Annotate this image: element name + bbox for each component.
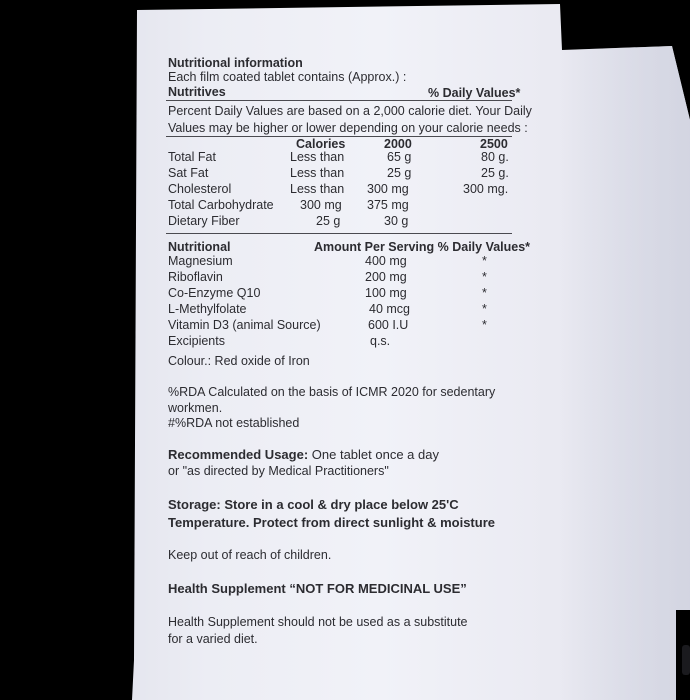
nutrient-name: Riboflavin bbox=[168, 270, 223, 284]
colour-note: Colour.: Red oxide of Iron bbox=[168, 354, 310, 368]
divider bbox=[166, 100, 512, 101]
nutrient-amount: 100 mg bbox=[365, 286, 407, 300]
rda-line3: #%RDA not established bbox=[168, 416, 300, 430]
nutritives-header: Nutritives bbox=[168, 85, 226, 99]
cal-row-calories: 25 g bbox=[316, 214, 341, 228]
nutrient-amount: 200 mg bbox=[365, 270, 407, 284]
title: Nutritional information bbox=[168, 56, 303, 70]
rda-line1: %RDA Calculated on the basis of ICMR 2020 for sedentary bbox=[168, 385, 496, 399]
substitute-line1: Health Supplement should not be used as a substitute bbox=[168, 615, 468, 629]
divider bbox=[166, 233, 512, 234]
cal-row-calories: Less than bbox=[290, 166, 345, 180]
nutrient-dv: * bbox=[482, 302, 487, 316]
usage-label: Recommended Usage: bbox=[168, 447, 309, 462]
cal-header-2000: 2000 bbox=[384, 137, 412, 151]
storage-line2: Temperature. Protect from direct sunlight & moisture bbox=[168, 515, 495, 530]
nutrient-amount: q.s. bbox=[370, 334, 391, 348]
nutrient-amount: 600 I.U bbox=[368, 318, 409, 332]
nutrition-header-amount: Amount Per Serving % Daily Values* bbox=[314, 240, 531, 254]
cal-row-2000: 300 mg bbox=[367, 182, 409, 196]
nutrient-name: Magnesium bbox=[168, 254, 233, 268]
rda-line2: workmen. bbox=[168, 401, 223, 415]
storage-line1: Storage: Store in a cool & dry place below 25'C bbox=[168, 497, 459, 512]
recommended-usage bbox=[168, 447, 439, 462]
subtitle: Each film coated tablet contains (Approx.) : bbox=[168, 70, 407, 84]
cal-row-2000: 375 mg bbox=[367, 198, 409, 212]
percent-note-line1: Percent Daily Values are based on a 2,000 calorie diet. Your Daily bbox=[168, 104, 532, 118]
substitute-line2: for a varied diet. bbox=[168, 632, 258, 646]
usage-text: One tablet once a day bbox=[308, 447, 439, 462]
nutrient-dv: * bbox=[482, 270, 487, 284]
cal-row-name: Sat Fat bbox=[168, 166, 209, 180]
daily-values-header: % Daily Values* bbox=[428, 86, 521, 100]
health-supplement-heading: Health Supplement “NOT FOR MEDICINAL USE” bbox=[168, 581, 467, 596]
cal-header-calories: Calories bbox=[296, 137, 346, 151]
nutrient-name: Excipients bbox=[168, 334, 225, 348]
nutrient-name: Vitamin D3 (animal Source) bbox=[168, 318, 321, 332]
cal-row-name: Total Fat bbox=[168, 150, 216, 164]
usage-line2: or "as directed by Medical Practitioners" bbox=[168, 464, 389, 478]
cal-row-2000: 25 g bbox=[387, 166, 412, 180]
keep-out-note: Keep out of reach of children. bbox=[168, 548, 332, 562]
nutrient-name: L-Methylfolate bbox=[168, 302, 247, 316]
nutrient-dv: * bbox=[482, 318, 487, 332]
nutrient-amount: 40 mcg bbox=[369, 302, 410, 316]
cal-row-2500: 80 g. bbox=[481, 150, 509, 164]
percent-note-line2: Values may be higher or lower depending on your calorie needs : bbox=[168, 121, 528, 135]
cal-header-2500: 2500 bbox=[480, 137, 508, 151]
nutrient-amount: 400 mg bbox=[365, 254, 407, 268]
nutrition-header-name: Nutritional bbox=[168, 240, 231, 254]
cal-row-name: Cholesterol bbox=[168, 182, 232, 196]
nutrient-dv: * bbox=[482, 286, 487, 300]
cal-row-name: Total Carbohydrate bbox=[168, 198, 274, 212]
cal-row-2500: 25 g. bbox=[481, 166, 509, 180]
cal-row-2000: 65 g bbox=[387, 150, 412, 164]
cal-row-2000: 30 g bbox=[384, 214, 409, 228]
cal-row-2500: 300 mg. bbox=[463, 182, 509, 196]
cal-row-name: Dietary Fiber bbox=[168, 214, 240, 228]
nutrient-dv: * bbox=[482, 254, 487, 268]
cal-row-calories: Less than bbox=[290, 182, 345, 196]
cal-row-calories: Less than bbox=[290, 150, 345, 164]
cal-row-calories: 300 mg bbox=[300, 198, 342, 212]
nutrient-name: Co-Enzyme Q10 bbox=[168, 286, 261, 300]
